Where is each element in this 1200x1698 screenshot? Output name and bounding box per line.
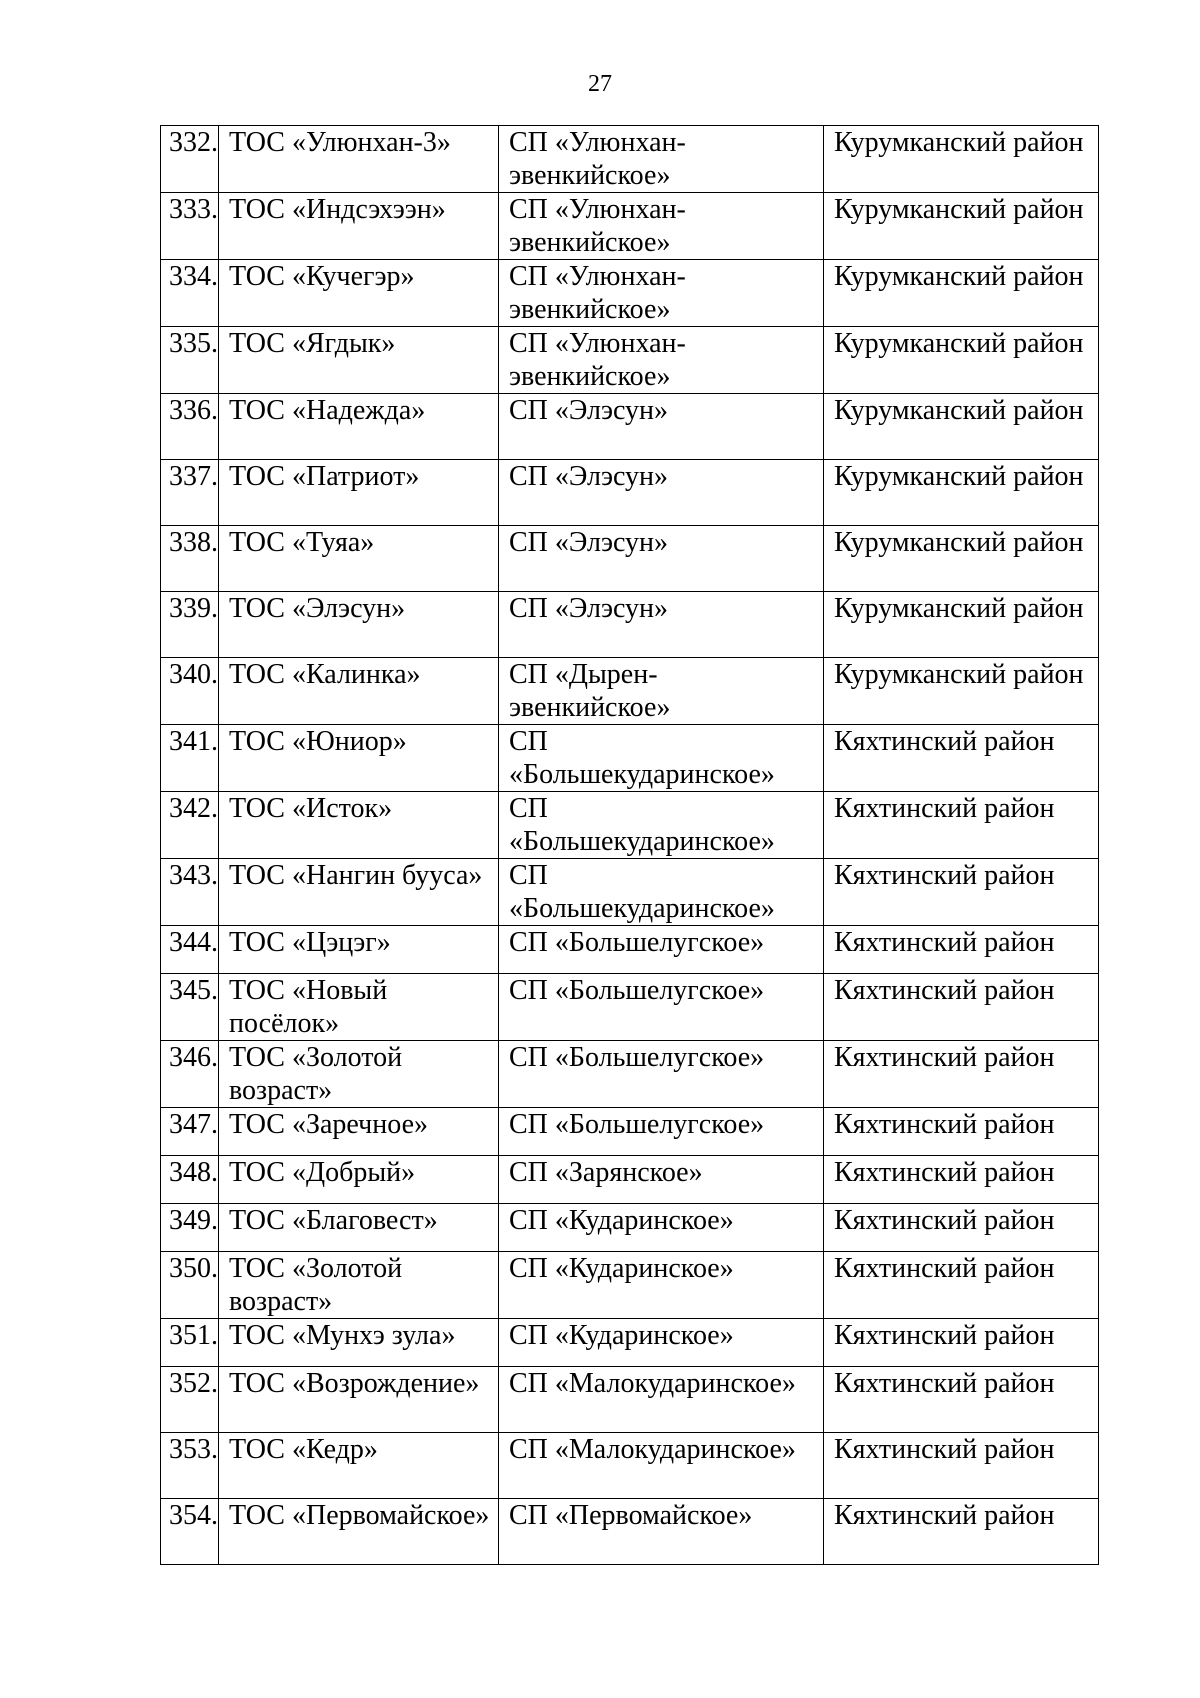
district-cell: Курумканский район bbox=[824, 327, 1099, 394]
district-cell: Курумканский район bbox=[824, 126, 1099, 193]
settlement-cell: СП «Большелугское» bbox=[499, 926, 824, 974]
tos-name-cell: ТОС «Новый посёлок» bbox=[219, 974, 499, 1041]
tos-name-cell: ТОС «Добрый» bbox=[219, 1156, 499, 1204]
settlement-cell: СП «Большекударинское» bbox=[499, 725, 824, 792]
table-row bbox=[161, 792, 1099, 859]
tos-name-cell: ТОС «Нангин бууса» bbox=[219, 859, 499, 926]
page-number: 27 bbox=[588, 71, 612, 97]
row-number-cell: 353. bbox=[161, 1433, 219, 1499]
settlement-cell: СП «Элэсун» bbox=[499, 394, 824, 460]
tos-name-cell: ТОС «Кучегэр» bbox=[219, 260, 499, 327]
district-cell: Кяхтинский район bbox=[824, 792, 1099, 859]
settlement-cell: СП «Улюнхан-эвенкийское» bbox=[499, 327, 824, 394]
tos-name-cell: ТОС «Золотой возраст» bbox=[219, 1041, 499, 1108]
tos-name-cell: ТОС «Кедр» bbox=[219, 1433, 499, 1499]
row-number-cell: 333. bbox=[161, 193, 219, 260]
table-row bbox=[161, 1433, 1099, 1499]
table-row bbox=[161, 974, 1099, 1041]
table-row bbox=[161, 526, 1099, 592]
row-number-cell: 345. bbox=[161, 974, 219, 1041]
settlement-cell: СП «Большелугское» bbox=[499, 1108, 824, 1156]
row-number-cell: 344. bbox=[161, 926, 219, 974]
settlement-cell: СП «Большекударинское» bbox=[499, 859, 824, 926]
row-number-cell: 334. bbox=[161, 260, 219, 327]
tos-name-cell: ТОС «Юниор» bbox=[219, 725, 499, 792]
district-cell: Кяхтинский район bbox=[824, 859, 1099, 926]
table-row bbox=[161, 1499, 1099, 1565]
row-number-cell: 354. bbox=[161, 1499, 219, 1565]
table-row bbox=[161, 859, 1099, 926]
table-row bbox=[161, 1252, 1099, 1319]
settlement-cell: СП «Элэсун» bbox=[499, 460, 824, 526]
district-cell: Курумканский район bbox=[824, 460, 1099, 526]
district-cell: Кяхтинский район bbox=[824, 1499, 1099, 1565]
tos-name-cell: ТОС «Калинка» bbox=[219, 658, 499, 725]
settlement-cell: СП «Кударинское» bbox=[499, 1252, 824, 1319]
row-number-cell: 338. bbox=[161, 526, 219, 592]
settlement-cell: СП «Малокударинское» bbox=[499, 1367, 824, 1433]
row-number-cell: 337. bbox=[161, 460, 219, 526]
district-cell: Курумканский район bbox=[824, 193, 1099, 260]
table-row bbox=[161, 126, 1099, 193]
row-number-cell: 349. bbox=[161, 1204, 219, 1252]
table-row bbox=[161, 260, 1099, 327]
row-number-cell: 332. bbox=[161, 126, 219, 193]
row-number-cell: 339. bbox=[161, 592, 219, 658]
row-number-cell: 336. bbox=[161, 394, 219, 460]
row-number-cell: 352. bbox=[161, 1367, 219, 1433]
settlement-cell: СП «Большелугское» bbox=[499, 1041, 824, 1108]
registry-table bbox=[160, 125, 1099, 1565]
tos-name-cell: ТОС «Возрождение» bbox=[219, 1367, 499, 1433]
district-cell: Курумканский район bbox=[824, 260, 1099, 327]
settlement-cell: СП «Первомайское» bbox=[499, 1499, 824, 1565]
tos-name-cell: ТОС «Благовест» bbox=[219, 1204, 499, 1252]
settlement-cell: СП «Большелугское» bbox=[499, 974, 824, 1041]
district-cell: Кяхтинский район bbox=[824, 1108, 1099, 1156]
district-cell: Кяхтинский район bbox=[824, 926, 1099, 974]
table-row bbox=[161, 1156, 1099, 1204]
tos-name-cell: ТОС «Элэсун» bbox=[219, 592, 499, 658]
row-number-cell: 350. bbox=[161, 1252, 219, 1319]
district-cell: Кяхтинский район bbox=[824, 725, 1099, 792]
district-cell: Кяхтинский район bbox=[824, 1204, 1099, 1252]
tos-name-cell: ТОС «Первомайское» bbox=[219, 1499, 499, 1565]
row-number-cell: 347. bbox=[161, 1108, 219, 1156]
tos-name-cell: ТОС «Заречное» bbox=[219, 1108, 499, 1156]
tos-name-cell: ТОС «Золотой возраст» bbox=[219, 1252, 499, 1319]
table-row bbox=[161, 725, 1099, 792]
settlement-cell: СП «Улюнхан-эвенкийское» bbox=[499, 260, 824, 327]
table-row bbox=[161, 1319, 1099, 1367]
table-row bbox=[161, 1367, 1099, 1433]
district-cell: Курумканский район bbox=[824, 658, 1099, 725]
registry-table-body bbox=[161, 126, 1099, 1565]
settlement-cell: СП «Улюнхан-эвенкийское» bbox=[499, 126, 824, 193]
row-number-cell: 351. bbox=[161, 1319, 219, 1367]
district-cell: Кяхтинский район bbox=[824, 1433, 1099, 1499]
tos-name-cell: ТОС «Индсэхээн» bbox=[219, 193, 499, 260]
tos-name-cell: ТОС «Туяа» bbox=[219, 526, 499, 592]
settlement-cell: СП «Кударинское» bbox=[499, 1204, 824, 1252]
settlement-cell: СП «Элэсун» bbox=[499, 592, 824, 658]
tos-name-cell: ТОС «Надежда» bbox=[219, 394, 499, 460]
settlement-cell: СП «Элэсун» bbox=[499, 526, 824, 592]
table-row bbox=[161, 1108, 1099, 1156]
district-cell: Кяхтинский район bbox=[824, 1041, 1099, 1108]
tos-name-cell: ТОС «Цэцэг» bbox=[219, 926, 499, 974]
row-number-cell: 340. bbox=[161, 658, 219, 725]
row-number-cell: 335. bbox=[161, 327, 219, 394]
table-row bbox=[161, 658, 1099, 725]
row-number-cell: 346. bbox=[161, 1041, 219, 1108]
table-row bbox=[161, 1204, 1099, 1252]
row-number-cell: 341. bbox=[161, 725, 219, 792]
row-number-cell: 342. bbox=[161, 792, 219, 859]
district-cell: Кяхтинский район bbox=[824, 1252, 1099, 1319]
district-cell: Кяхтинский район bbox=[824, 974, 1099, 1041]
district-cell: Курумканский район bbox=[824, 394, 1099, 460]
row-number-cell: 343. bbox=[161, 859, 219, 926]
table-row bbox=[161, 193, 1099, 260]
settlement-cell: СП «Зарянское» bbox=[499, 1156, 824, 1204]
tos-name-cell: ТОС «Улюнхан-3» bbox=[219, 126, 499, 193]
district-cell: Курумканский район bbox=[824, 526, 1099, 592]
district-cell: Кяхтинский район bbox=[824, 1156, 1099, 1204]
settlement-cell: СП «Улюнхан-эвенкийское» bbox=[499, 193, 824, 260]
table-row bbox=[161, 1041, 1099, 1108]
district-cell: Кяхтинский район bbox=[824, 1319, 1099, 1367]
table-row bbox=[161, 926, 1099, 974]
tos-name-cell: ТОС «Патриот» bbox=[219, 460, 499, 526]
table-row bbox=[161, 394, 1099, 460]
table-row bbox=[161, 592, 1099, 658]
settlement-cell: СП «Большекударинское» bbox=[499, 792, 824, 859]
settlement-cell: СП «Малокударинское» bbox=[499, 1433, 824, 1499]
tos-name-cell: ТОС «Ягдык» bbox=[219, 327, 499, 394]
tos-name-cell: ТОС «Исток» bbox=[219, 792, 499, 859]
settlement-cell: СП «Дырен-эвенкийское» bbox=[499, 658, 824, 725]
table-row bbox=[161, 460, 1099, 526]
district-cell: Курумканский район bbox=[824, 592, 1099, 658]
row-number-cell: 348. bbox=[161, 1156, 219, 1204]
table-row bbox=[161, 327, 1099, 394]
district-cell: Кяхтинский район bbox=[824, 1367, 1099, 1433]
settlement-cell: СП «Кударинское» bbox=[499, 1319, 824, 1367]
tos-name-cell: ТОС «Мунхэ зула» bbox=[219, 1319, 499, 1367]
